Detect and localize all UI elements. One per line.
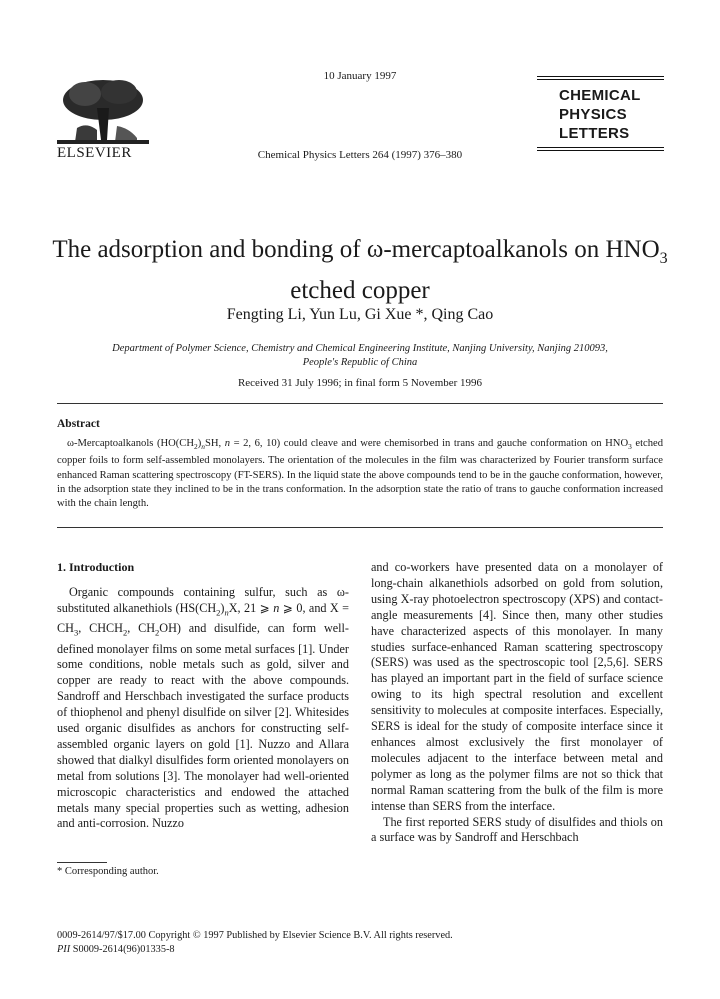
journal-reference: Chemical Physics Letters 264 (1997) 376–380 (257, 149, 463, 161)
left-column (57, 560, 349, 832)
footnote: * Corresponding author. (57, 866, 159, 877)
issue-date: 10 January 1997 (323, 70, 397, 82)
section-heading: 1. Introduction (57, 560, 135, 574)
intro-paragraph: and co-workers have presented data on a monolayer of long-chain alkanethiols adsorbed on gold from solution, using X-ray photoelectron spectroscopy (XPS) and contact-angle measurements [4]. Since then, many other studies have characterized aspects of this monolayer. In many studies surface-enhanced Raman scattering spectroscopy (SERS) was used as the spectroscopic tool [2,5,6]. SERS has played an important part in the field of surface science owing to its high spectral resolution and excellent sensitivity to molecules at composite interfaces. Especially, SERS is ideal for the study of composite interface since it enhances almost exclusively the first monolayer of molecules adjacent to the interface between metal and polymer as long as the polymer films are not so thick that normal Raman scattering from the bulk of the film is more intense than SERS from the interface. (371, 560, 663, 813)
intro-paragraph: Organic compounds containing sulfur, such as ω-substituted alkanethiols ($HS(CH_2)_nX$, 21 ⩾ n ⩾ 0, and $X = CH_3$, $CHCH_2$, $CH_2OH$) and disulfide, can form well-defined monolayer films on some metal surfaces [1]. Under some conditions, noble metals such as gold, silver and copper are ready to react with the above compounds. Sandroff and Herschbach investigated the surface products of thiophenol and phenyl disulfide on silver [2]. Whitesides used organic disulfides as anchors for constructing self-assembled organic layers on gold [1]. Nuzzo and Allara showed that dialkyl disulfides form oriented monolayers on metal from solutions [3]. The monolayer had well-oriented microscopic characteristics and endowed the attached metals many special properties such as wetting, adhesion and anti-corrosion. Nuzzo (57, 584, 349, 831)
divider (57, 527, 663, 528)
tree-icon (57, 78, 149, 146)
divider (57, 403, 663, 404)
intro-paragraph: The first reported SERS study of disulfides and thiols on a surface was by Sandroff and Herschbach (371, 814, 663, 845)
copyright-block: 0009-2614/97/$17.00 Copyright © 1997 Published by Elsevier Science B.V. All rights reserved. PII S0009-2614(96)01335-8 (57, 930, 453, 955)
abstract-text: ω-Mercaptoalkanols ($HO(CH_2)_nSH$, n = 2, 6, 10) could cleave and were chemisorbed in trans and gauche conformation on $HNO_3$ etched copper foils to form self-assembled monolayers. The orientation of the molecules in the film was characterized by Fourier transform surface enhanced Raman scattering spectroscopy (FT-SERS). In the liquid state the above compounds tend to be in the gauche conformation, however, in the adsorption state they inclined to be in the trans conformation. In the adsorption state the ratio of trans to gauche conformation increased with the chain length. (57, 438, 664, 509)
author-list: Fengting Li, Yun Lu, Gi Xue *, Qing Cao (226, 306, 494, 323)
footnote-rule (57, 862, 107, 863)
journal-name-box (537, 76, 664, 153)
affiliation: Department of Polymer Science, Chemistry and Chemical Engineering Institute, Nanjing University, Nanjing 210093, People's Republic of China (112, 343, 608, 368)
publisher-name: ELSEVIER (57, 145, 132, 161)
journal-name: CHEMICAL PHYSICS LETTERS (559, 87, 641, 142)
received-dates: Received 31 July 1996; in final form 5 November 1996 (237, 377, 483, 389)
article-title: The adsorption and bonding of ω-mercaptoalkanols on $HNO_3$ etched copper (52, 236, 668, 304)
abstract-heading: Abstract (57, 418, 100, 430)
right-column (371, 560, 663, 846)
